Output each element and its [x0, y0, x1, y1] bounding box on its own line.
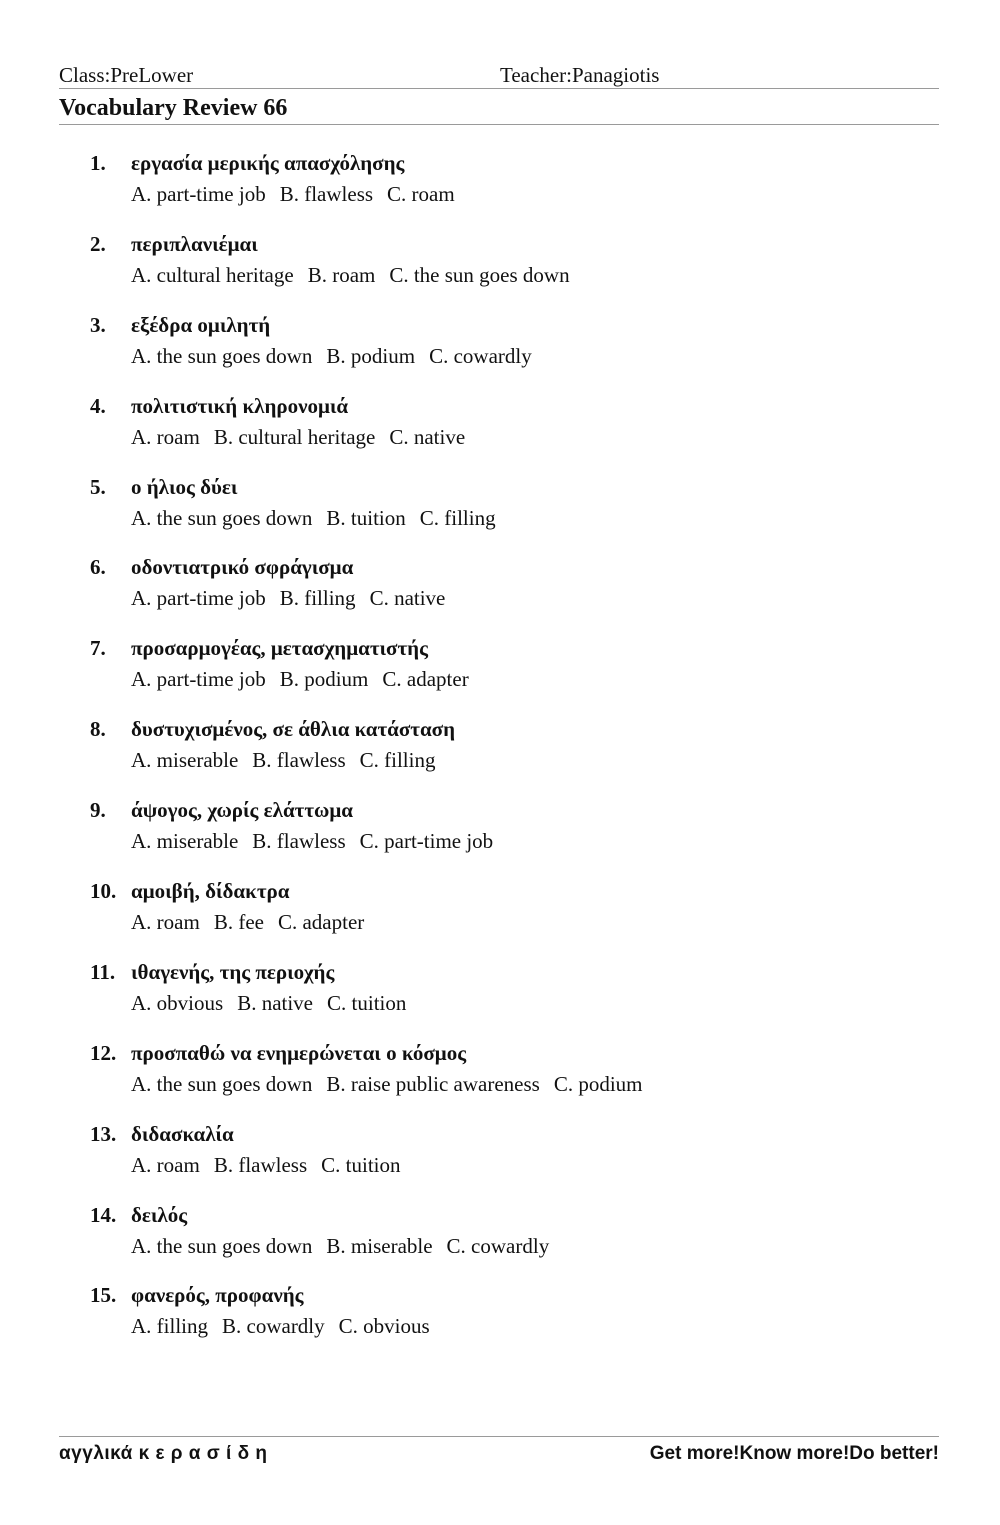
question-term: οδοντιατρικό σφράγισμα — [131, 555, 354, 580]
answer-option[interactable]: A. miserable — [131, 829, 239, 854]
question-item — [90, 795, 950, 876]
question-term: περιπλανιέμαι — [131, 231, 258, 256]
answer-options — [131, 422, 479, 452]
answer-option[interactable]: A. miserable — [131, 748, 239, 773]
answer-option[interactable]: B. podium — [326, 343, 416, 368]
question-number: 9. — [90, 798, 106, 823]
answer-option[interactable]: A. the sun goes down — [131, 1233, 313, 1258]
answer-options — [131, 664, 483, 694]
teacher-label: Teacher:Panagiotis — [500, 63, 660, 87]
footer-slogan: Get more!Know more!Do better! — [649, 1443, 939, 1464]
title-row — [59, 93, 939, 125]
question-number: 3. — [90, 312, 106, 337]
question-item — [90, 714, 950, 795]
answer-options — [131, 1231, 563, 1261]
question-term: ο ήλιος δύει — [131, 474, 238, 499]
question-item — [90, 1280, 950, 1361]
answer-options — [131, 988, 420, 1018]
answer-option[interactable]: A. the sun goes down — [131, 505, 313, 530]
answer-option[interactable]: A. filling — [131, 1314, 208, 1339]
answer-options — [131, 826, 507, 856]
question-number: 11. — [90, 959, 116, 984]
answer-option[interactable]: A. roam — [131, 1152, 200, 1177]
question-number: 7. — [90, 636, 106, 661]
question-term: προσπαθώ να ενημερώνεται ο κόσμος — [131, 1040, 467, 1065]
question-number: 14. — [90, 1202, 117, 1227]
answer-option[interactable]: A. part-time job — [131, 586, 266, 611]
question-term: εξέδρα ομιλητή — [131, 312, 271, 337]
answer-options — [131, 503, 510, 533]
answer-option[interactable]: B. native — [237, 990, 314, 1015]
question-item — [90, 472, 950, 553]
class-label: Class:PreLower — [59, 63, 194, 87]
worksheet-footer — [59, 1436, 939, 1471]
answer-option[interactable]: A. cultural heritage — [131, 262, 294, 287]
answer-option[interactable]: C. cowardly — [429, 343, 532, 368]
answer-options — [131, 341, 546, 371]
question-number: 6. — [90, 555, 106, 580]
answer-options — [131, 583, 459, 613]
answer-option[interactable]: C. cowardly — [446, 1233, 550, 1258]
answer-option[interactable]: B. tuition — [326, 505, 406, 530]
answer-option[interactable]: B. flawless — [279, 182, 374, 206]
answer-option[interactable]: C. filling — [359, 748, 436, 773]
worksheet-header — [59, 62, 939, 89]
answer-option[interactable]: C. obvious — [338, 1314, 430, 1339]
question-item — [90, 148, 950, 229]
question-term: διδασκαλία — [131, 1121, 234, 1146]
question-item — [90, 1038, 950, 1119]
answer-options — [131, 1150, 415, 1180]
answer-option[interactable]: A. the sun goes down — [131, 343, 313, 368]
answer-option[interactable]: C. roam — [387, 182, 455, 206]
answer-option[interactable]: B. flawless — [252, 829, 346, 854]
answer-option[interactable]: B. podium — [279, 667, 369, 692]
question-number: 1. — [90, 151, 106, 175]
answer-option[interactable]: C. adapter — [382, 667, 469, 692]
answer-option[interactable]: A. part-time job — [131, 667, 266, 692]
answer-option[interactable]: C. tuition — [321, 1152, 401, 1177]
answer-option[interactable]: C. tuition — [327, 990, 407, 1015]
question-number: 12. — [90, 1040, 117, 1065]
answer-option[interactable]: C. native — [389, 424, 466, 449]
answer-options — [131, 1069, 657, 1099]
answer-option[interactable]: B. roam — [307, 262, 376, 287]
answer-options — [131, 179, 469, 209]
question-term: αμοιβή, δίδακτρα — [131, 879, 290, 904]
question-list — [90, 148, 950, 1361]
answer-option[interactable]: B. miserable — [326, 1233, 433, 1258]
question-term: άψογος, χωρίς ελάττωμα — [131, 798, 353, 823]
answer-options — [131, 1311, 444, 1341]
answer-option[interactable]: B. flawless — [252, 748, 346, 773]
question-term: φανερός, προφανής — [131, 1283, 304, 1308]
answer-option[interactable]: B. raise public awareness — [326, 1071, 540, 1096]
question-number: 13. — [90, 1121, 117, 1146]
question-term: πολιτιστική κληρονομιά — [131, 393, 349, 418]
question-item — [90, 633, 950, 714]
answer-options — [131, 745, 449, 775]
answer-options — [131, 260, 584, 290]
answer-option[interactable]: A. roam — [131, 424, 200, 449]
question-number: 10. — [90, 879, 117, 904]
answer-options — [131, 907, 378, 937]
footer-brand: αγγλικά κ ε ρ α σ ί δ η — [59, 1443, 268, 1464]
answer-option[interactable]: C. native — [369, 586, 446, 611]
question-item — [90, 1119, 950, 1200]
answer-option[interactable]: A. roam — [131, 910, 200, 935]
question-item — [90, 229, 950, 310]
answer-option[interactable]: B. flawless — [213, 1152, 308, 1177]
answer-option[interactable]: B. filling — [279, 586, 356, 611]
answer-option[interactable]: C. the sun goes down — [389, 262, 570, 287]
answer-option[interactable]: C. filling — [419, 505, 496, 530]
answer-option[interactable]: A. obvious — [131, 990, 224, 1015]
answer-option[interactable]: A. the sun goes down — [131, 1071, 313, 1096]
question-item — [90, 391, 950, 472]
answer-option[interactable]: B. fee — [213, 910, 264, 935]
question-term: ιθαγενής, της περιοχής — [131, 959, 335, 984]
answer-option[interactable]: B. cultural heritage — [213, 424, 376, 449]
question-number: 5. — [90, 474, 106, 499]
answer-option[interactable]: B. cowardly — [222, 1314, 325, 1339]
question-item — [90, 310, 950, 391]
question-item — [90, 876, 950, 957]
question-item — [90, 957, 950, 1038]
answer-option[interactable]: C. podium — [553, 1071, 643, 1096]
question-number: 8. — [90, 717, 106, 742]
question-term: δυστυχισμένος, σε άθλια κατάσταση — [131, 717, 456, 742]
question-item — [90, 552, 950, 633]
question-number: 15. — [90, 1283, 117, 1308]
question-item — [90, 1200, 950, 1281]
question-number: 2. — [90, 231, 106, 256]
answer-option[interactable]: A. part-time job — [131, 182, 266, 206]
answer-option[interactable]: C. part-time job — [359, 829, 494, 854]
answer-option[interactable]: C. adapter — [277, 910, 365, 935]
question-number: 4. — [90, 393, 106, 418]
question-term: δειλός — [131, 1202, 188, 1227]
page-title: Vocabulary Review 66 — [59, 95, 288, 121]
question-term: προσαρμογέας, μετασχηματιστής — [131, 636, 428, 661]
question-term: εργασία μερικής απασχόλησης — [131, 151, 405, 175]
